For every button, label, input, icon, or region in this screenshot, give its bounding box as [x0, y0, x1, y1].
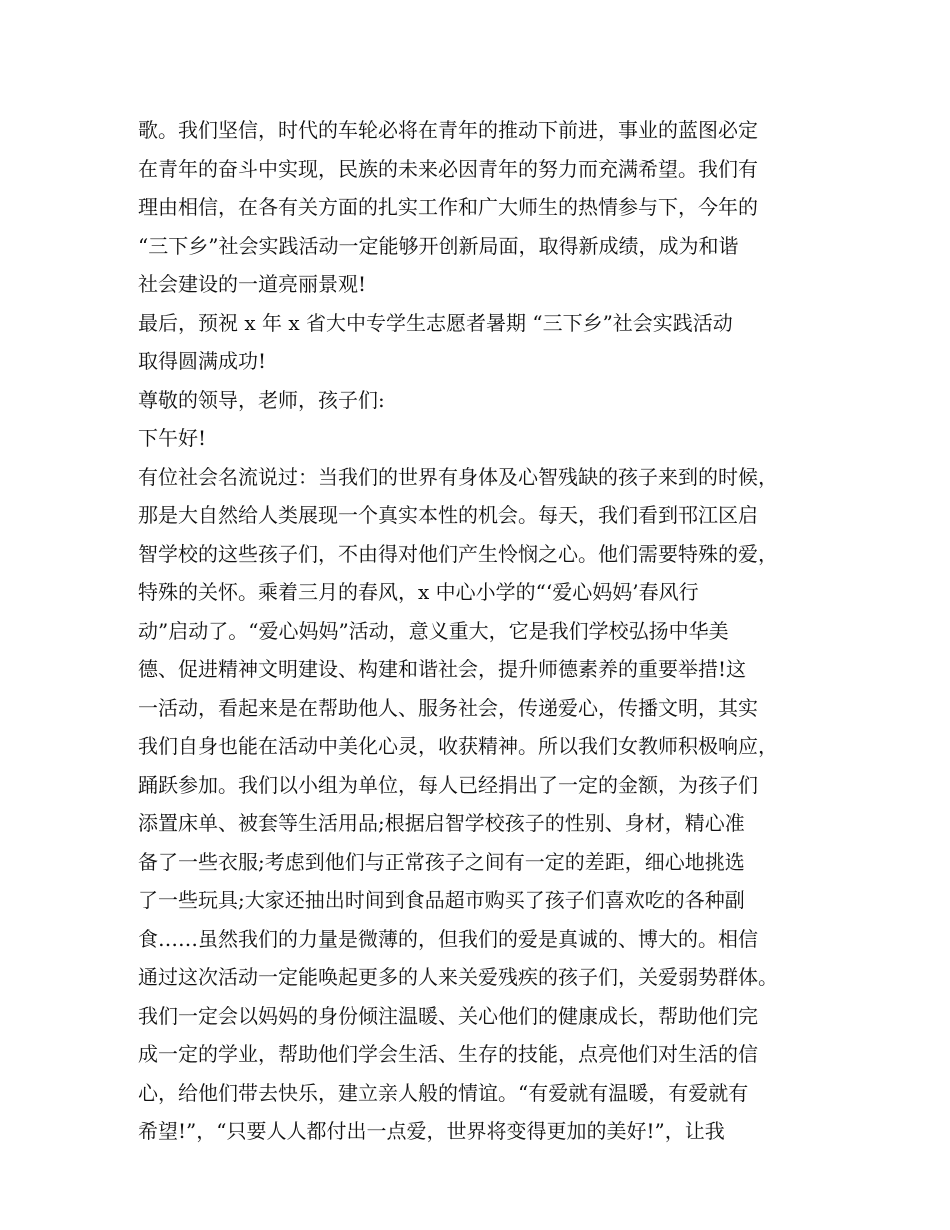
text-line: 我们自身也能在活动中美化心灵，收获精神。所以我们女教师积极响应，	[138, 734, 778, 758]
text-line: 动”启动了。“爱心妈妈”活动，意义重大，它是我们学校弘扬中华美	[138, 618, 729, 643]
text-line: 下午好!	[138, 426, 207, 450]
text-line: “三下乡”社会实践活动一定能够开创新局面，取得新成绩，成为和谐	[138, 233, 739, 258]
text-line: 取得圆满成功!	[138, 349, 267, 373]
text-line: 通过这次活动一定能唤起更多的人来关爱残疾的孩子们，关爱弱势群体。	[138, 965, 778, 989]
text-line: 尊敬的领导，老师，孩子们:	[138, 387, 385, 412]
text-line: 添置床单、被套等生活用品;根据启智学校孩子的性别、身材，精心准	[138, 811, 745, 835]
text-line: 歌。我们坚信，时代的车轮必将在青年的推动下前进，事业的蓝图必定	[138, 118, 758, 142]
text-line: 心，给他们带去快乐，建立亲人般的情谊。“有爱就有温暖，有爱就有	[138, 1080, 749, 1105]
text-line: 我们一定会以妈妈的身份倾注温暖、关心他们的健康成长，帮助他们完	[138, 1003, 758, 1028]
text-line: 了一些玩具;大家还抽出时间到食品超市购买了孩子们喜欢吃的各种副	[138, 888, 745, 912]
text-line: 希望!”，“只要人人都付出一点爱，世界将变得更加的美好!”，让我	[138, 1119, 725, 1143]
text-line: 社会建设的一道亮丽景观!	[138, 272, 367, 296]
text-line: 特殊的关怀。乘着三月的春风，x 中心小学的“‘爱心妈妈’春风行	[138, 580, 699, 604]
text-line: 最后，预祝 x 年 x 省大中专学生志愿者暑期 “三下乡”社会实践活动	[138, 310, 733, 335]
text-line: 一活动，看起来是在帮助他人、服务社会，传递爱心，传播文明，其实	[138, 695, 758, 720]
text-line: 食……虽然我们的力量是微薄的，但我们的爱是真诚的、博大的。相信	[138, 926, 758, 951]
text-line: 有位社会名流说过：当我们的世界有身体及心智残缺的孩子来到的时候，	[138, 464, 778, 489]
text-line: 智学校的这些孩子们，不由得对他们产生怜悯之心。他们需要特殊的爱，	[138, 541, 778, 566]
text-line: 备了一些衣服;考虑到他们与正常孩子之间有一定的差距，细心地挑选	[138, 849, 745, 874]
text-line: 理由相信，在各有关方面的扎实工作和广大师生的热情参与下，今年的	[138, 195, 758, 219]
document-body	[138, 111, 838, 1151]
text-line: 那是大自然给人类展现一个真实本性的机会。每天，我们看到邗江区启	[138, 503, 758, 527]
text-line: 在青年的奋斗中实现，民族的未来必因青年的努力而充满希望。我们有	[138, 156, 758, 181]
text-line: 踊跃参加。我们以小组为单位，每人已经捐出了一定的金额，为孩子们	[138, 772, 758, 797]
text-line: 成一定的学业，帮助他们学会生活、生存的技能，点亮他们对生活的信	[138, 1042, 758, 1066]
text-line: 德、促进精神文明建设、构建和谐社会，提升师德素养的重要举措!这	[138, 657, 747, 681]
